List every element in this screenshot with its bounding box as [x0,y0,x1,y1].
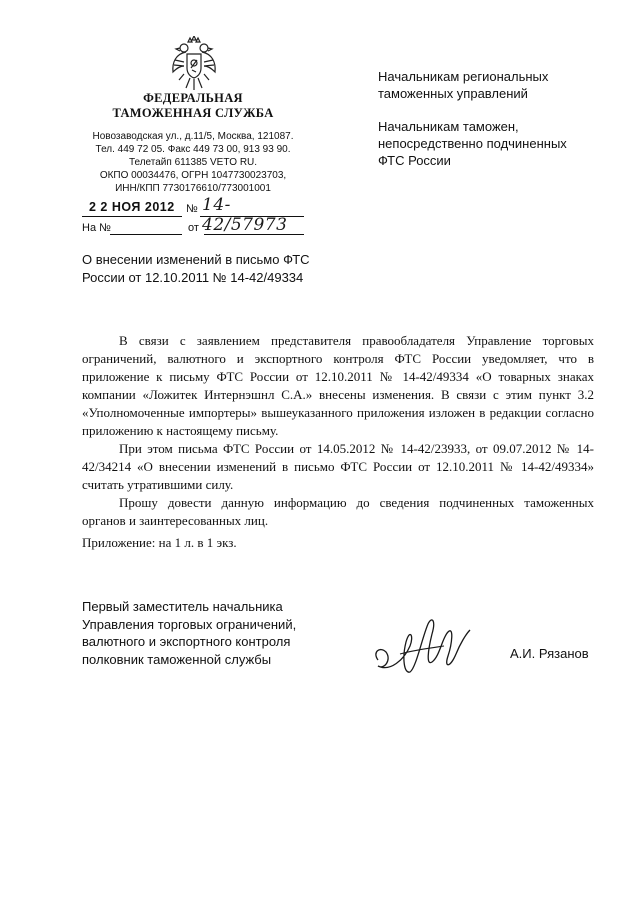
position-line: полковник таможенной службы [82,651,272,667]
addressee-line: Начальникам региональных [378,69,549,84]
body-paragraph-3: Прошу довести данную информацию до сведения подчиненных таможенных органов и заинтересованных лиц. [82,495,594,528]
addressee-line: непосредственно подчиненных [378,136,567,151]
org-address: Новозаводская ул., д.11/5, Москва, 121087. [92,131,294,142]
org-inn-kpp: ИНН/КПП 7730176610/773001001 [115,183,271,194]
reference-date-field [204,220,304,235]
body-paragraph-1: В связи с заявлением представителя правообладателя Управление торговых ограничений, валютного и экспортного контроля ФТС России уведомляет, что в приложение к письму ФТС России от 12.10.2011 № 14-42/49334 «О товарных знаках компании «Ложитек Интернэшнл С.А.» внесены изменения. В связи с этим пункт 3.2 «Уполномоченные импортеры» вышеуказанного приложения изложен в редакции согласно приложению к настоящему письму. [82,333,594,438]
attachment-note: Приложение: на 1 л. в 1 экз. [82,535,237,550]
org-okpo-ogrn: ОКПО 00034476, ОГРН 1047730023703, [99,170,287,181]
registration-number-handwritten: 14-42/57973 [202,195,288,235]
handwritten-signature [370,608,480,688]
signatory-name: А.И. Рязанов [510,646,589,661]
position-line: Управления торговых ограничений, [82,616,297,632]
org-name-line1: ФЕДЕРАЛЬНАЯ [143,91,243,105]
body-paragraph-2: При этом письма ФТС России от 14.05.2012 № 14-42/23933, от 09.07.2012 № 14-42/34214 «О внесении изменений в письмо ФТС России от 12.10.2011 № 14-42/49334» считать утратившими силу. [82,441,594,492]
subject-line: России от 12.10.2011 № 14-42/49334 [82,270,304,285]
org-teletype: Телетайп 611385 VETO RU. [128,157,258,168]
position-line: валютного и экспортного контроля [82,634,291,649]
reference-number-field [110,220,182,235]
reference-number-label: На № [82,222,111,234]
addressee-line: ФТС России [378,153,451,168]
position-line: Первый заместитель начальника [82,599,283,614]
addressee-group-1 [378,68,608,102]
number-field [200,195,304,235]
number-label: № [186,203,198,215]
subject-line: О внесении изменений в письмо ФТС [82,252,310,267]
org-name-line2: ТАМОЖЕННАЯ СЛУЖБА [112,106,274,120]
double-headed-eagle-emblem [170,36,218,92]
reference-date-label: от [188,222,199,234]
letter-body [82,332,594,530]
registration-date-stamp: 2 2 НОЯ 2012 [89,200,175,214]
org-phone-fax: Тел. 449 72 05. Факс 449 73 00, 913 93 90. [95,144,291,155]
date-field [82,200,182,217]
letter-subject [82,251,342,287]
addressee-line: таможенных управлений [378,86,528,101]
addressee-line: Начальникам таможен, [378,119,519,134]
signatory-position [82,598,352,668]
addressee-group-2 [378,118,608,169]
